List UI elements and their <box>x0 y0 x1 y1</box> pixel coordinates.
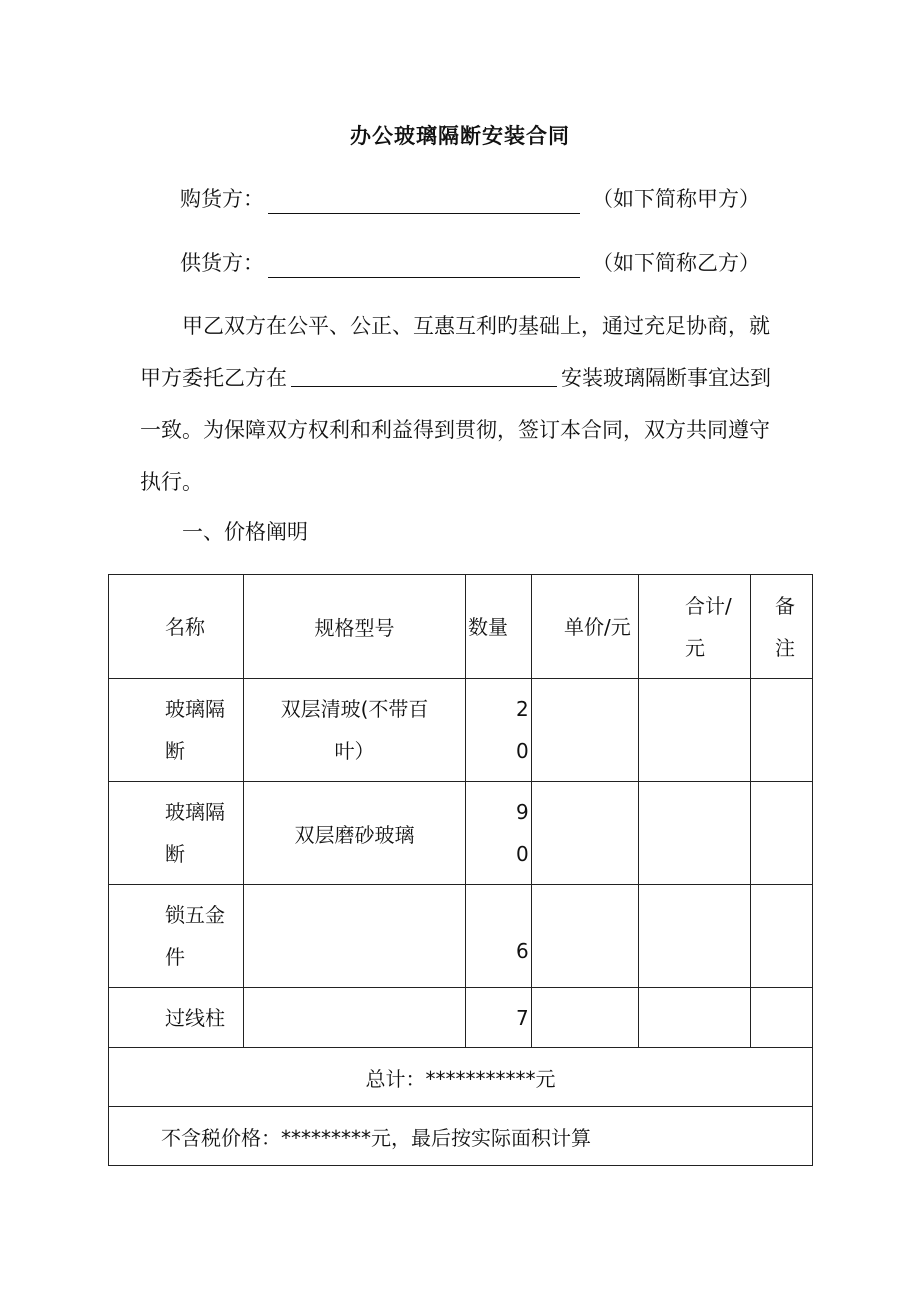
seller-line <box>180 248 760 278</box>
row-qty: 7 <box>466 988 532 1048</box>
row-note[interactable] <box>751 885 813 988</box>
header-qty: 数量 <box>466 575 532 679</box>
header-note: 备注 <box>751 575 813 679</box>
row-qty: 20 <box>466 679 532 782</box>
row-note[interactable] <box>751 782 813 885</box>
intro-line-2-before: 甲方委托乙方在 <box>140 366 287 390</box>
row-spec: 双层清玻(不带百叶） <box>244 679 466 782</box>
row-total[interactable] <box>639 988 751 1048</box>
header-name: 名称 <box>109 575 244 679</box>
location-blank-field[interactable] <box>291 364 557 387</box>
seller-label: 供货方： <box>180 251 264 275</box>
header-spec: 规格型号 <box>244 575 466 679</box>
intro-paragraph <box>140 300 790 508</box>
header-unit-price: 单价/元 <box>532 575 639 679</box>
row-note[interactable] <box>751 679 813 782</box>
buyer-note: （如下简称甲方） <box>592 187 760 211</box>
section-price-heading: 一、价格阐明 <box>182 520 308 544</box>
row-total[interactable] <box>639 885 751 988</box>
table-row <box>109 885 813 988</box>
intro-line-1: 甲乙双方在公平、公正、互惠互利旳基础上，通过充足协商，就 <box>182 314 770 338</box>
row-unit-price[interactable] <box>532 885 639 988</box>
row-name: 锁五金件 <box>109 885 244 988</box>
intro-line-2 <box>140 352 790 404</box>
buyer-blank-field[interactable] <box>268 191 580 214</box>
row-spec <box>244 988 466 1048</box>
table-row <box>109 679 813 782</box>
total-row <box>109 1048 813 1107</box>
row-name: 玻璃隔断 <box>109 679 244 782</box>
row-name: 玻璃隔断 <box>109 782 244 885</box>
row-spec <box>244 885 466 988</box>
tax-excluded-price: 不含税价格：*********元，最后按实际面积计算 <box>109 1107 813 1166</box>
seller-note: （如下简称乙方） <box>592 251 760 275</box>
buyer-line <box>180 184 760 214</box>
table-row <box>109 988 813 1048</box>
intro-line-2-after: 安装玻璃隔断事宜达到 <box>561 366 771 390</box>
row-unit-price[interactable] <box>532 782 639 885</box>
row-spec: 双层磨砂玻璃 <box>244 782 466 885</box>
row-total[interactable] <box>639 679 751 782</box>
header-total: 合计/元 <box>639 575 751 679</box>
row-qty: 6 <box>466 885 532 988</box>
row-qty: 90 <box>466 782 532 885</box>
buyer-label: 购货方： <box>180 187 264 211</box>
row-total[interactable] <box>639 782 751 885</box>
row-unit-price[interactable] <box>532 679 639 782</box>
table-header-row <box>109 575 813 679</box>
intro-line-4: 执行。 <box>140 470 203 494</box>
intro-line-3: 一致。为保障双方权利和利益得到贯彻，签订本合同，双方共同遵守 <box>140 418 770 442</box>
table-row <box>109 782 813 885</box>
seller-blank-field[interactable] <box>268 255 580 278</box>
price-table <box>108 574 813 1166</box>
tax-row <box>109 1107 813 1166</box>
row-name: 过线柱 <box>109 988 244 1048</box>
row-note[interactable] <box>751 988 813 1048</box>
document-title: 办公玻璃隔断安装合同 <box>350 124 570 148</box>
row-unit-price[interactable] <box>532 988 639 1048</box>
total-amount: 总计：***********元 <box>109 1048 813 1107</box>
